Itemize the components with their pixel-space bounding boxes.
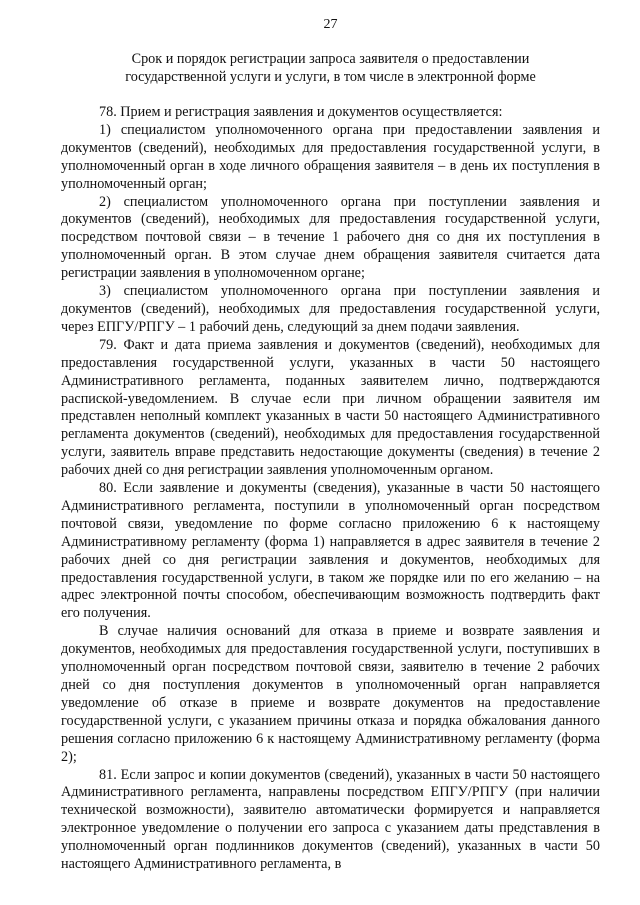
document-body xyxy=(61,104,600,874)
paragraph-79: 79. Факт и дата приема заявления и документов (сведений), необходимых для предоставления государственной услуги, указанных в части 50 настоящего Административного регламента, поданных заявителем лично, подтверждаются распиской-уведомлением. В случае если при личном обращении заявителя им представлен неполный комплект указанных в части 50 настоящего Административного регламента документов (сведений), необходимых для предоставления государственной услуги, заявитель вправе представить недостающие документы (сведения) в течение 2 рабочих дней со дня регистрации заявления уполномоченным органом. xyxy=(61,336,600,479)
paragraph-81: 81. Если запрос и копии документов (сведений), указанных в части 50 настоящего Административного регламента, направлены посредством ЕПГУ/РПГУ (при наличии технической возможности), заявителю автоматически формируется и направляется электронное уведомление о получении его запроса с указанием даты представления в уполномоченный орган подлинников документов (сведений), указанных в части 50 настоящего Административного регламента, в xyxy=(61,766,600,873)
section-heading-line-2: государственной услуги и услуги, в том числе в электронной форме xyxy=(125,69,536,85)
paragraph-78-item-1: 1) специалистом уполномоченного органа при предоставлении заявления и документов (сведений), необходимых для предоставления государственной услуги, в уполномоченный орган в ходе личного обращения заявителя – в день их поступления в уполномоченный орган; xyxy=(61,121,600,192)
section-heading-line-1: Срок и порядок регистрации запроса заявителя о предоставлении xyxy=(131,51,530,67)
paragraph-80-refusal: В случае наличия оснований для отказа в приеме и возврате заявления и документов, необходимых для предоставления государственной услуги, поступивших в уполномоченный орган посредством почтовой связи, заявителю в течение 2 рабочих дней со дня поступления документов в уполномоченный орган направляется уведомление об отказе в приеме и возврате документов на предоставление государственной услуги, с указанием причины отказа и порядка обжалования данного решения согласно приложению 6 к настоящему Административному регламенту (форма 2); xyxy=(61,623,600,765)
paragraph-80: 80. Если заявление и документы (сведения), указанные в части 50 настоящего Административного регламента, поступили в уполномоченный орган посредством почтовой связи, уведомление по форме согласно приложению 6 к настоящему Административному регламенту (форма 1) направляется в адрес заявителя в течение 2 рабочих дней со дня регистрации заявления и документов, необходимых для предоставления государственной услуги, в таком же порядке или по его желанию – на адрес электронной почты способом, обеспечивающим возможность подтвердить факт его получения. xyxy=(61,480,600,622)
paragraph-78-item-3: 3) специалистом уполномоченного органа при поступлении заявления и документов (сведений), необходимых для предоставления государственной услуги, через ЕПГУ/РПГУ – 1 рабочий день, следующий за днем подачи заявления. xyxy=(61,283,600,335)
paragraph-78-intro: 78. Прием и регистрация заявления и документов осуществляется: xyxy=(99,104,503,120)
paragraph-78-item-2: 2) специалистом уполномоченного органа при поступлении заявления и документов (сведений), необходимых для предоставления государственной услуги, посредством почтовой связи – в течение 1 рабочего дня со дня их поступления в уполномоченный орган. В этом случае днем обращения заявителя считается дата регистрации заявления в уполномоченном органе; xyxy=(61,193,600,282)
section-heading xyxy=(61,50,600,86)
page-number: 27 xyxy=(323,17,338,32)
